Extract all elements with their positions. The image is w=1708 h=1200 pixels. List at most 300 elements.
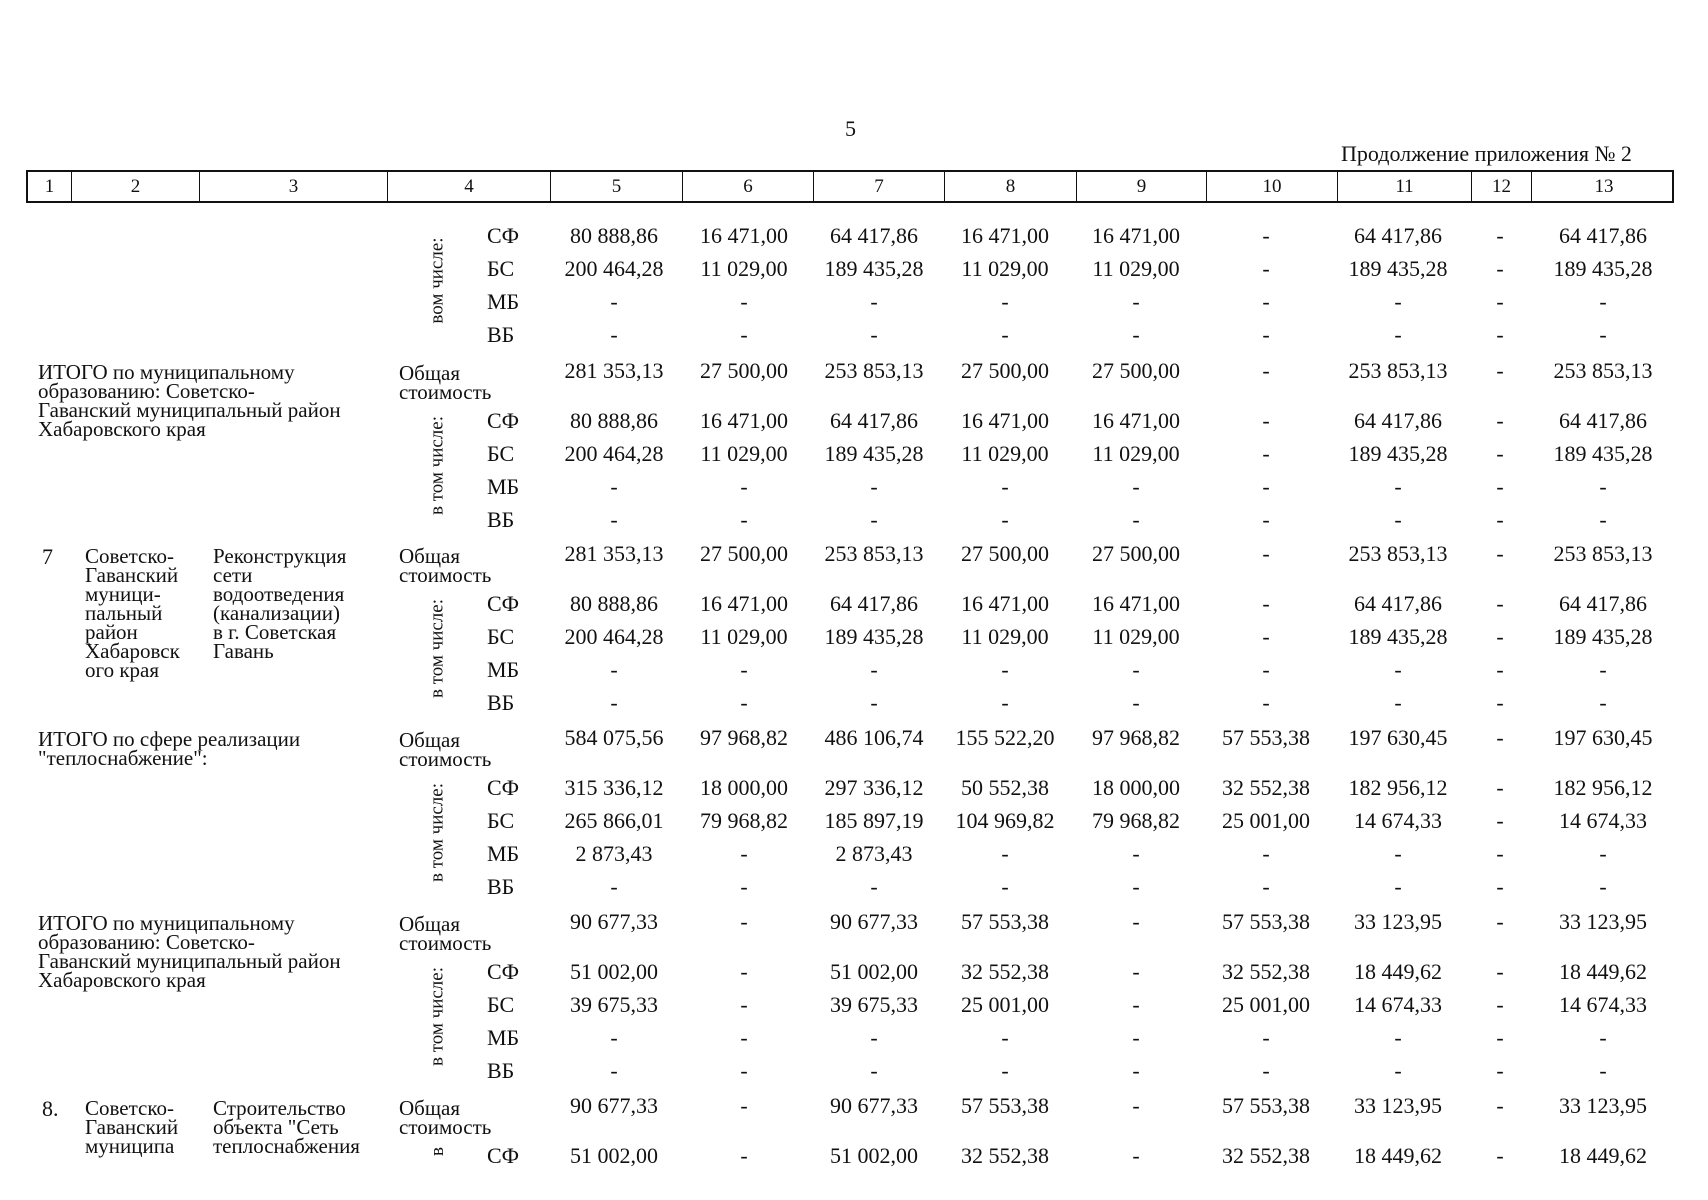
group-5-row-1-col-5: 51 002,00 (570, 959, 658, 984)
group-2-row-3-col-12: - (1496, 474, 1504, 499)
group-4-title-line: ИТОГО по сфере реализации (38, 727, 301, 751)
group-4-total-col-12: - (1496, 725, 1504, 750)
header-col-3: 3 (200, 172, 388, 201)
group-2-row-2-col-6: 11 029,00 (700, 441, 788, 466)
group-1-row-code: СФ (487, 223, 520, 248)
group-6-total-col-13: 33 123,95 (1559, 1093, 1647, 1118)
group-3-row-1-col-8: 16 471,00 (961, 591, 1049, 616)
group-4-row-3-col-10: - (1262, 841, 1270, 866)
group-5-row-4-col-11: - (1394, 1058, 1402, 1083)
group-2-total-col-8: 27 500,00 (961, 358, 1049, 383)
group-5-row-3-col-8: - (1001, 1025, 1009, 1050)
group-3-row-code: БС (487, 624, 515, 649)
group-3-total-col-12: - (1496, 541, 1504, 566)
group-3-row-4-col-8: - (1001, 690, 1009, 715)
group-6-municipality-line: Гаванский (85, 1115, 179, 1139)
group-1-row-1-col-9: 16 471,00 (1092, 223, 1180, 248)
group-3-municipality-line: Хабаровск (85, 639, 180, 663)
group-6-total-col-9: - (1132, 1093, 1140, 1118)
group-5-total-col-12: - (1496, 909, 1504, 934)
group-6-total-label: Общая стоимость (399, 1096, 492, 1139)
group-3-row-4-col-9: - (1132, 690, 1140, 715)
group-6-object-line: объекта "Сеть (213, 1115, 339, 1139)
group-3-row-3-col-7: - (870, 657, 878, 682)
group-6-row-1-col-8: 32 552,38 (961, 1143, 1049, 1168)
group-2-row-1-col-6: 16 471,00 (700, 408, 788, 433)
group-4-row-4-col-10: - (1262, 874, 1270, 899)
group-1-row-2-col-8: 11 029,00 (961, 256, 1049, 281)
group-5-row-code: МБ (487, 1025, 520, 1050)
group-4-row-3-col-9: - (1132, 841, 1140, 866)
group-2-row-3-col-5: - (610, 474, 618, 499)
group-3-row-4-col-6: - (740, 690, 748, 715)
group-5-row-3-col-13: - (1599, 1025, 1607, 1050)
group-2-total-col-10: - (1262, 358, 1270, 383)
header-col-2: 2 (72, 172, 200, 201)
group-2-row-1-col-13: 64 417,86 (1559, 408, 1647, 433)
group-1-row-1-col-7: 64 417,86 (830, 223, 918, 248)
header-col-13: 13 (1594, 175, 1614, 197)
group-4-row-4-col-11: - (1394, 874, 1402, 899)
group-2-row-2-col-5: 200 464,28 (564, 441, 664, 466)
group-3-row-1-col-6: 16 471,00 (700, 591, 788, 616)
group-6-total-col-10: 57 553,38 (1222, 1093, 1310, 1118)
group-6-total-col-7: 90 677,33 (830, 1093, 918, 1118)
group-4-row-1-col-9: 18 000,00 (1092, 775, 1180, 800)
group-4-row-2-col-8: 104 969,82 (955, 808, 1055, 833)
group-4-row-code: МБ (487, 841, 520, 866)
group-3-row-code: СФ (487, 591, 520, 616)
group-5-row-4-col-12: - (1496, 1058, 1504, 1083)
group-2-total-col-11: 253 853,13 (1348, 358, 1448, 383)
group-6-incl-label: в (426, 1146, 448, 1156)
group-3-municipality-line: район (85, 620, 138, 644)
group-4-total-col-7: 486 106,74 (824, 725, 924, 750)
header-col-6: 6 (683, 172, 814, 201)
group-4-row-3-col-8: - (1001, 841, 1009, 866)
group-3-municipality-line: Гаванский (85, 563, 179, 587)
group-2-row-2-col-8: 11 029,00 (961, 441, 1049, 466)
group-1-row-3-col-9: - (1132, 289, 1140, 314)
group-5-row-code: БС (487, 992, 515, 1017)
group-4-row-3-col-13: - (1599, 841, 1607, 866)
group-4-row-4-col-7: - (870, 874, 878, 899)
group-1-row-1-col-13: 64 417,86 (1559, 223, 1647, 248)
continuation-label: Продолжение приложения № 2 (1341, 141, 1632, 166)
group-4-row-1-col-8: 50 552,38 (961, 775, 1049, 800)
page-number: 5 (845, 116, 856, 141)
group-5-row-2-col-8: 25 001,00 (961, 992, 1049, 1017)
header-col-4: 4 (388, 172, 551, 201)
group-2-row-3-col-10: - (1262, 474, 1270, 499)
group-3-row-1-col-9: 16 471,00 (1092, 591, 1180, 616)
group-4-row-3-col-11: - (1394, 841, 1402, 866)
group-1-row-1-col-10: - (1262, 223, 1270, 248)
group-1-row-2-col-9: 11 029,00 (1092, 256, 1180, 281)
group-1-row-4-col-9: - (1132, 322, 1140, 347)
group-2-title-line: Хабаровского края (38, 417, 206, 441)
group-6-index: 8. (42, 1096, 59, 1121)
group-3-total-col-11: 253 853,13 (1348, 541, 1448, 566)
group-5-row-4-col-7: - (870, 1058, 878, 1083)
group-2-row-1-col-12: - (1496, 408, 1504, 433)
group-3-row-2-col-7: 189 435,28 (824, 624, 924, 649)
group-1-row-code: БС (487, 256, 515, 281)
group-2-row-2-col-9: 11 029,00 (1092, 441, 1180, 466)
group-4-total-col-11: 197 630,45 (1348, 725, 1448, 750)
group-2-total-col-13: 253 853,13 (1553, 358, 1653, 383)
group-2-row-2-col-12: - (1496, 441, 1504, 466)
group-6-total-col-11: 33 123,95 (1354, 1093, 1442, 1118)
group-3-municipality-line: Советско- (85, 544, 175, 568)
group-3-row-4-col-13: - (1599, 690, 1607, 715)
group-2-row-4-col-5: - (610, 507, 618, 532)
group-5-title-line: ИТОГО по муниципальному (38, 911, 295, 935)
group-2-row-code: МБ (487, 474, 520, 499)
group-2-title-line: образованию: Советско- (38, 379, 255, 403)
group-4-row-3-col-7: 2 873,43 (835, 841, 913, 866)
group-4-row-2-col-11: 14 674,33 (1354, 808, 1442, 833)
group-4-row-3-col-12: - (1496, 841, 1504, 866)
group-5-row-2-col-6: - (740, 992, 748, 1017)
group-1-row-2-col-11: 189 435,28 (1348, 256, 1448, 281)
group-1-row-code: МБ (487, 289, 520, 314)
group-2-row-2-col-7: 189 435,28 (824, 441, 924, 466)
group-2-row-1-col-7: 64 417,86 (830, 408, 918, 433)
group-5-row-3-col-7: - (870, 1025, 878, 1050)
group-4-row-3-col-6: - (740, 841, 748, 866)
group-3-incl-label: в том числе: (426, 598, 448, 699)
group-2-row-3-col-11: - (1394, 474, 1402, 499)
group-4-row-4-col-8: - (1001, 874, 1009, 899)
group-3-row-3-col-5: - (610, 657, 618, 682)
group-2-row-1-col-8: 16 471,00 (961, 408, 1049, 433)
group-1-row-4-col-7: - (870, 322, 878, 347)
group-3-row-3-col-6: - (740, 657, 748, 682)
group-3-row-1-col-13: 64 417,86 (1559, 591, 1647, 616)
group-4-row-4-col-9: - (1132, 874, 1140, 899)
group-2-row-3-col-9: - (1132, 474, 1140, 499)
group-4-row-3-col-5: 2 873,43 (575, 841, 653, 866)
group-3-row-2-col-11: 189 435,28 (1348, 624, 1448, 649)
group-2-row-3-col-13: - (1599, 474, 1607, 499)
group-3-row-3-col-13: - (1599, 657, 1607, 682)
group-3-row-4-col-10: - (1262, 690, 1270, 715)
group-4-incl-label: в том числе: (426, 782, 448, 883)
group-4-row-1-col-13: 182 956,12 (1553, 775, 1653, 800)
group-5-total-col-6: - (740, 909, 748, 934)
group-5-row-1-col-6: - (740, 959, 748, 984)
group-6-row-1-col-11: 18 449,62 (1354, 1143, 1442, 1168)
group-5-row-3-col-12: - (1496, 1025, 1504, 1050)
group-5-row-4-col-6: - (740, 1058, 748, 1083)
group-5-row-3-col-9: - (1132, 1025, 1140, 1050)
group-3-object-line: сети (213, 563, 253, 587)
group-2-row-4-col-10: - (1262, 507, 1270, 532)
group-6-row-1-col-5: 51 002,00 (570, 1143, 658, 1168)
group-5-row-1-col-9: - (1132, 959, 1140, 984)
group-3-row-4-col-11: - (1394, 690, 1402, 715)
header-col-5: 5 (551, 172, 683, 201)
group-2-incl-label: в том числе: (426, 415, 448, 516)
group-1-row-3-col-11: - (1394, 289, 1402, 314)
group-1-row-2-col-12: - (1496, 256, 1504, 281)
group-1-row-2-col-13: 189 435,28 (1553, 256, 1653, 281)
group-3-index: 7 (42, 544, 53, 569)
group-2-row-4-col-6: - (740, 507, 748, 532)
group-1-row-1-col-11: 64 417,86 (1354, 223, 1442, 248)
group-3-row-2-col-13: 189 435,28 (1553, 624, 1653, 649)
group-3-total-col-6: 27 500,00 (700, 541, 788, 566)
group-3-object-line: Реконструкция (213, 544, 347, 568)
group-4-total-col-5: 584 075,56 (564, 725, 664, 750)
group-4-row-1-col-7: 297 336,12 (824, 775, 924, 800)
group-6-object-line: теплоснабжения (213, 1134, 360, 1158)
group-3-row-3-col-9: - (1132, 657, 1140, 682)
group-6-municipality-line: Советско- (85, 1096, 175, 1120)
group-3-row-2-col-6: 11 029,00 (700, 624, 788, 649)
group-6-row-1-col-6: - (740, 1143, 748, 1168)
group-1-row-1-col-5: 80 888,86 (570, 223, 658, 248)
group-5-row-1-col-12: - (1496, 959, 1504, 984)
group-1-row-3-col-12: - (1496, 289, 1504, 314)
group-5-row-3-col-6: - (740, 1025, 748, 1050)
group-6-total-col-5: 90 677,33 (570, 1093, 658, 1118)
group-2-title-line: Гаванский муниципальный район (38, 398, 341, 422)
group-4-total-col-13: 197 630,45 (1553, 725, 1653, 750)
group-4-row-2-col-12: - (1496, 808, 1504, 833)
group-3-row-4-col-12: - (1496, 690, 1504, 715)
group-3-total-col-5: 281 353,13 (564, 541, 664, 566)
group-4-row-1-col-6: 18 000,00 (700, 775, 788, 800)
header-col-9: 9 (1077, 172, 1207, 201)
group-5-row-4-col-5: - (610, 1058, 618, 1083)
group-3-row-4-col-7: - (870, 690, 878, 715)
group-6-row-1-col-9: - (1132, 1143, 1140, 1168)
group-4-row-4-col-6: - (740, 874, 748, 899)
group-5-row-1-col-13: 18 449,62 (1559, 959, 1647, 984)
group-2-row-4-col-11: - (1394, 507, 1402, 532)
group-2-total-col-9: 27 500,00 (1092, 358, 1180, 383)
group-3-row-3-col-11: - (1394, 657, 1402, 682)
group-3-municipality-line: пальный (85, 601, 163, 625)
group-2-row-code: ВБ (487, 507, 515, 532)
group-5-row-3-col-5: - (610, 1025, 618, 1050)
group-4-row-2-col-13: 14 674,33 (1559, 808, 1647, 833)
group-2-row-4-col-8: - (1001, 507, 1009, 532)
group-3-object-line: водоотведения (213, 582, 345, 606)
group-4-title-line: "теплоснабжение": (38, 746, 208, 770)
group-1-row-4-col-6: - (740, 322, 748, 347)
group-1-row-3-col-8: - (1001, 289, 1009, 314)
group-5-row-2-col-5: 39 675,33 (570, 992, 658, 1017)
group-5-row-1-col-7: 51 002,00 (830, 959, 918, 984)
group-4-row-code: БС (487, 808, 515, 833)
group-4-row-4-col-5: - (610, 874, 618, 899)
group-1-row-2-col-7: 189 435,28 (824, 256, 924, 281)
group-2-row-3-col-6: - (740, 474, 748, 499)
group-3-object-line: в г. Советская (213, 620, 337, 644)
group-2-total-label: Общая стоимость (399, 361, 492, 404)
group-1-row-3-col-7: - (870, 289, 878, 314)
group-5-row-4-col-9: - (1132, 1058, 1140, 1083)
group-2-row-1-col-11: 64 417,86 (1354, 408, 1442, 433)
group-3-row-1-col-12: - (1496, 591, 1504, 616)
group-2-row-1-col-5: 80 888,86 (570, 408, 658, 433)
group-1-row-4-col-5: - (610, 322, 618, 347)
group-4-row-1-col-12: - (1496, 775, 1504, 800)
group-3-row-1-col-10: - (1262, 591, 1270, 616)
header-col-7: 7 (814, 172, 945, 201)
group-4-row-4-col-12: - (1496, 874, 1504, 899)
group-6-municipality-line: муниципа (85, 1134, 175, 1158)
header-col-10: 10 (1207, 172, 1338, 201)
group-2-row-1-col-9: 16 471,00 (1092, 408, 1180, 433)
group-3-total-col-7: 253 853,13 (824, 541, 924, 566)
group-3-row-1-col-11: 64 417,86 (1354, 591, 1442, 616)
group-6-row-1-col-12: - (1496, 1143, 1504, 1168)
group-1-row-2-col-5: 200 464,28 (564, 256, 664, 281)
group-2-row-code: БС (487, 441, 515, 466)
group-3-row-3-col-8: - (1001, 657, 1009, 682)
header-col-11: 11 (1338, 172, 1472, 201)
group-1-row-3-col-6: - (740, 289, 748, 314)
group-4-row-2-col-7: 185 897,19 (824, 808, 924, 833)
group-1-row-1-col-6: 16 471,00 (700, 223, 788, 248)
group-4-row-1-col-5: 315 336,12 (564, 775, 664, 800)
group-3-row-2-col-10: - (1262, 624, 1270, 649)
group-5-title-line: Гаванский муниципальный район (38, 949, 341, 973)
group-5-total-col-11: 33 123,95 (1354, 909, 1442, 934)
group-3-municipality-line: ого края (85, 658, 160, 682)
group-3-row-2-col-8: 11 029,00 (961, 624, 1049, 649)
group-5-total-col-5: 90 677,33 (570, 909, 658, 934)
group-3-total-label: Общая стоимость (399, 544, 492, 587)
group-5-row-1-col-8: 32 552,38 (961, 959, 1049, 984)
group-2-row-3-col-7: - (870, 474, 878, 499)
group-3-row-2-col-5: 200 464,28 (564, 624, 664, 649)
group-5-row-code: СФ (487, 959, 520, 984)
group-4-row-2-col-9: 79 968,82 (1092, 808, 1180, 833)
group-4-row-1-col-10: 32 552,38 (1222, 775, 1310, 800)
group-2-row-2-col-13: 189 435,28 (1553, 441, 1653, 466)
group-1-incl-label: вом числе: (426, 237, 448, 324)
header-col-12: 12 (1472, 172, 1532, 201)
group-4-row-4-col-13: - (1599, 874, 1607, 899)
group-5-row-2-col-11: 14 674,33 (1354, 992, 1442, 1017)
group-4-row-2-col-10: 25 001,00 (1222, 808, 1310, 833)
group-5-row-2-col-7: 39 675,33 (830, 992, 918, 1017)
group-4-row-code: СФ (487, 775, 520, 800)
group-3-row-3-col-12: - (1496, 657, 1504, 682)
group-5-total-col-7: 90 677,33 (830, 909, 918, 934)
group-5-row-1-col-11: 18 449,62 (1354, 959, 1442, 984)
group-4-total-col-8: 155 522,20 (955, 725, 1055, 750)
group-5-row-1-col-10: 32 552,38 (1222, 959, 1310, 984)
group-6-row-1-col-13: 18 449,62 (1559, 1143, 1647, 1168)
group-2-row-4-col-12: - (1496, 507, 1504, 532)
group-2-row-4-col-9: - (1132, 507, 1140, 532)
group-4-row-2-col-6: 79 968,82 (700, 808, 788, 833)
group-5-total-col-8: 57 553,38 (961, 909, 1049, 934)
group-6-total-col-12: - (1496, 1093, 1504, 1118)
group-1-row-3-col-5: - (610, 289, 618, 314)
group-2-total-col-5: 281 353,13 (564, 358, 664, 383)
group-3-row-3-col-10: - (1262, 657, 1270, 682)
group-5-row-2-col-10: 25 001,00 (1222, 992, 1310, 1017)
group-2-row-3-col-8: - (1001, 474, 1009, 499)
header-col-8: 8 (945, 172, 1077, 201)
group-2-row-code: СФ (487, 408, 520, 433)
group-4-total-col-9: 97 968,82 (1092, 725, 1180, 750)
group-6-object-line: Строительство (213, 1096, 346, 1120)
group-5-title-line: образованию: Советско- (38, 930, 255, 954)
group-5-row-code: ВБ (487, 1058, 515, 1083)
group-1-row-4-col-10: - (1262, 322, 1270, 347)
group-4-row-code: ВБ (487, 874, 515, 899)
group-5-row-4-col-10: - (1262, 1058, 1270, 1083)
group-1-row-4-col-13: - (1599, 322, 1607, 347)
group-3-total-col-10: - (1262, 541, 1270, 566)
group-4-total-label: Общая стоимость (399, 728, 492, 771)
group-4-total-col-10: 57 553,38 (1222, 725, 1310, 750)
group-2-total-col-6: 27 500,00 (700, 358, 788, 383)
group-5-row-3-col-10: - (1262, 1025, 1270, 1050)
group-1-row-3-col-10: - (1262, 289, 1270, 314)
group-5-total-col-9: - (1132, 909, 1140, 934)
group-2-row-2-col-11: 189 435,28 (1348, 441, 1448, 466)
group-3-row-code: МБ (487, 657, 520, 682)
table-header (26, 170, 1674, 203)
group-4-row-1-col-11: 182 956,12 (1348, 775, 1448, 800)
group-2-row-4-col-7: - (870, 507, 878, 532)
group-1-row-4-col-12: - (1496, 322, 1504, 347)
group-5-row-4-col-13: - (1599, 1058, 1607, 1083)
group-5-title-line: Хабаровского края (38, 968, 206, 992)
group-1-row-1-col-8: 16 471,00 (961, 223, 1049, 248)
group-3-object-line: (канализации) (213, 601, 340, 625)
group-3-row-4-col-5: - (610, 690, 618, 715)
group-2-row-1-col-10: - (1262, 408, 1270, 433)
group-3-total-col-13: 253 853,13 (1553, 541, 1653, 566)
group-3-municipality-line: муници- (85, 582, 161, 606)
group-3-total-col-8: 27 500,00 (961, 541, 1049, 566)
group-3-row-1-col-5: 80 888,86 (570, 591, 658, 616)
group-2-total-col-12: - (1496, 358, 1504, 383)
group-5-incl-label: в том числе: (426, 966, 448, 1067)
group-6-row-1-col-7: 51 002,00 (830, 1143, 918, 1168)
group-1-row-4-col-8: - (1001, 322, 1009, 347)
group-3-row-code: ВБ (487, 690, 515, 715)
group-5-row-4-col-8: - (1001, 1058, 1009, 1083)
group-3-row-2-col-12: - (1496, 624, 1504, 649)
group-3-row-1-col-7: 64 417,86 (830, 591, 918, 616)
group-3-object-line: Гавань (213, 639, 274, 663)
group-1-row-4-col-11: - (1394, 322, 1402, 347)
group-1-row-1-col-12: - (1496, 223, 1504, 248)
group-1-row-3-col-13: - (1599, 289, 1607, 314)
group-4-total-col-6: 97 968,82 (700, 725, 788, 750)
group-5-row-2-col-12: - (1496, 992, 1504, 1017)
group-6-total-col-8: 57 553,38 (961, 1093, 1049, 1118)
group-5-row-3-col-11: - (1394, 1025, 1402, 1050)
group-5-row-2-col-9: - (1132, 992, 1140, 1017)
header-col-1: 1 (28, 172, 72, 201)
group-3-total-col-9: 27 500,00 (1092, 541, 1180, 566)
group-6-row-code: СФ (487, 1143, 520, 1168)
group-5-total-col-10: 57 553,38 (1222, 909, 1310, 934)
group-5-row-2-col-13: 14 674,33 (1559, 992, 1647, 1017)
